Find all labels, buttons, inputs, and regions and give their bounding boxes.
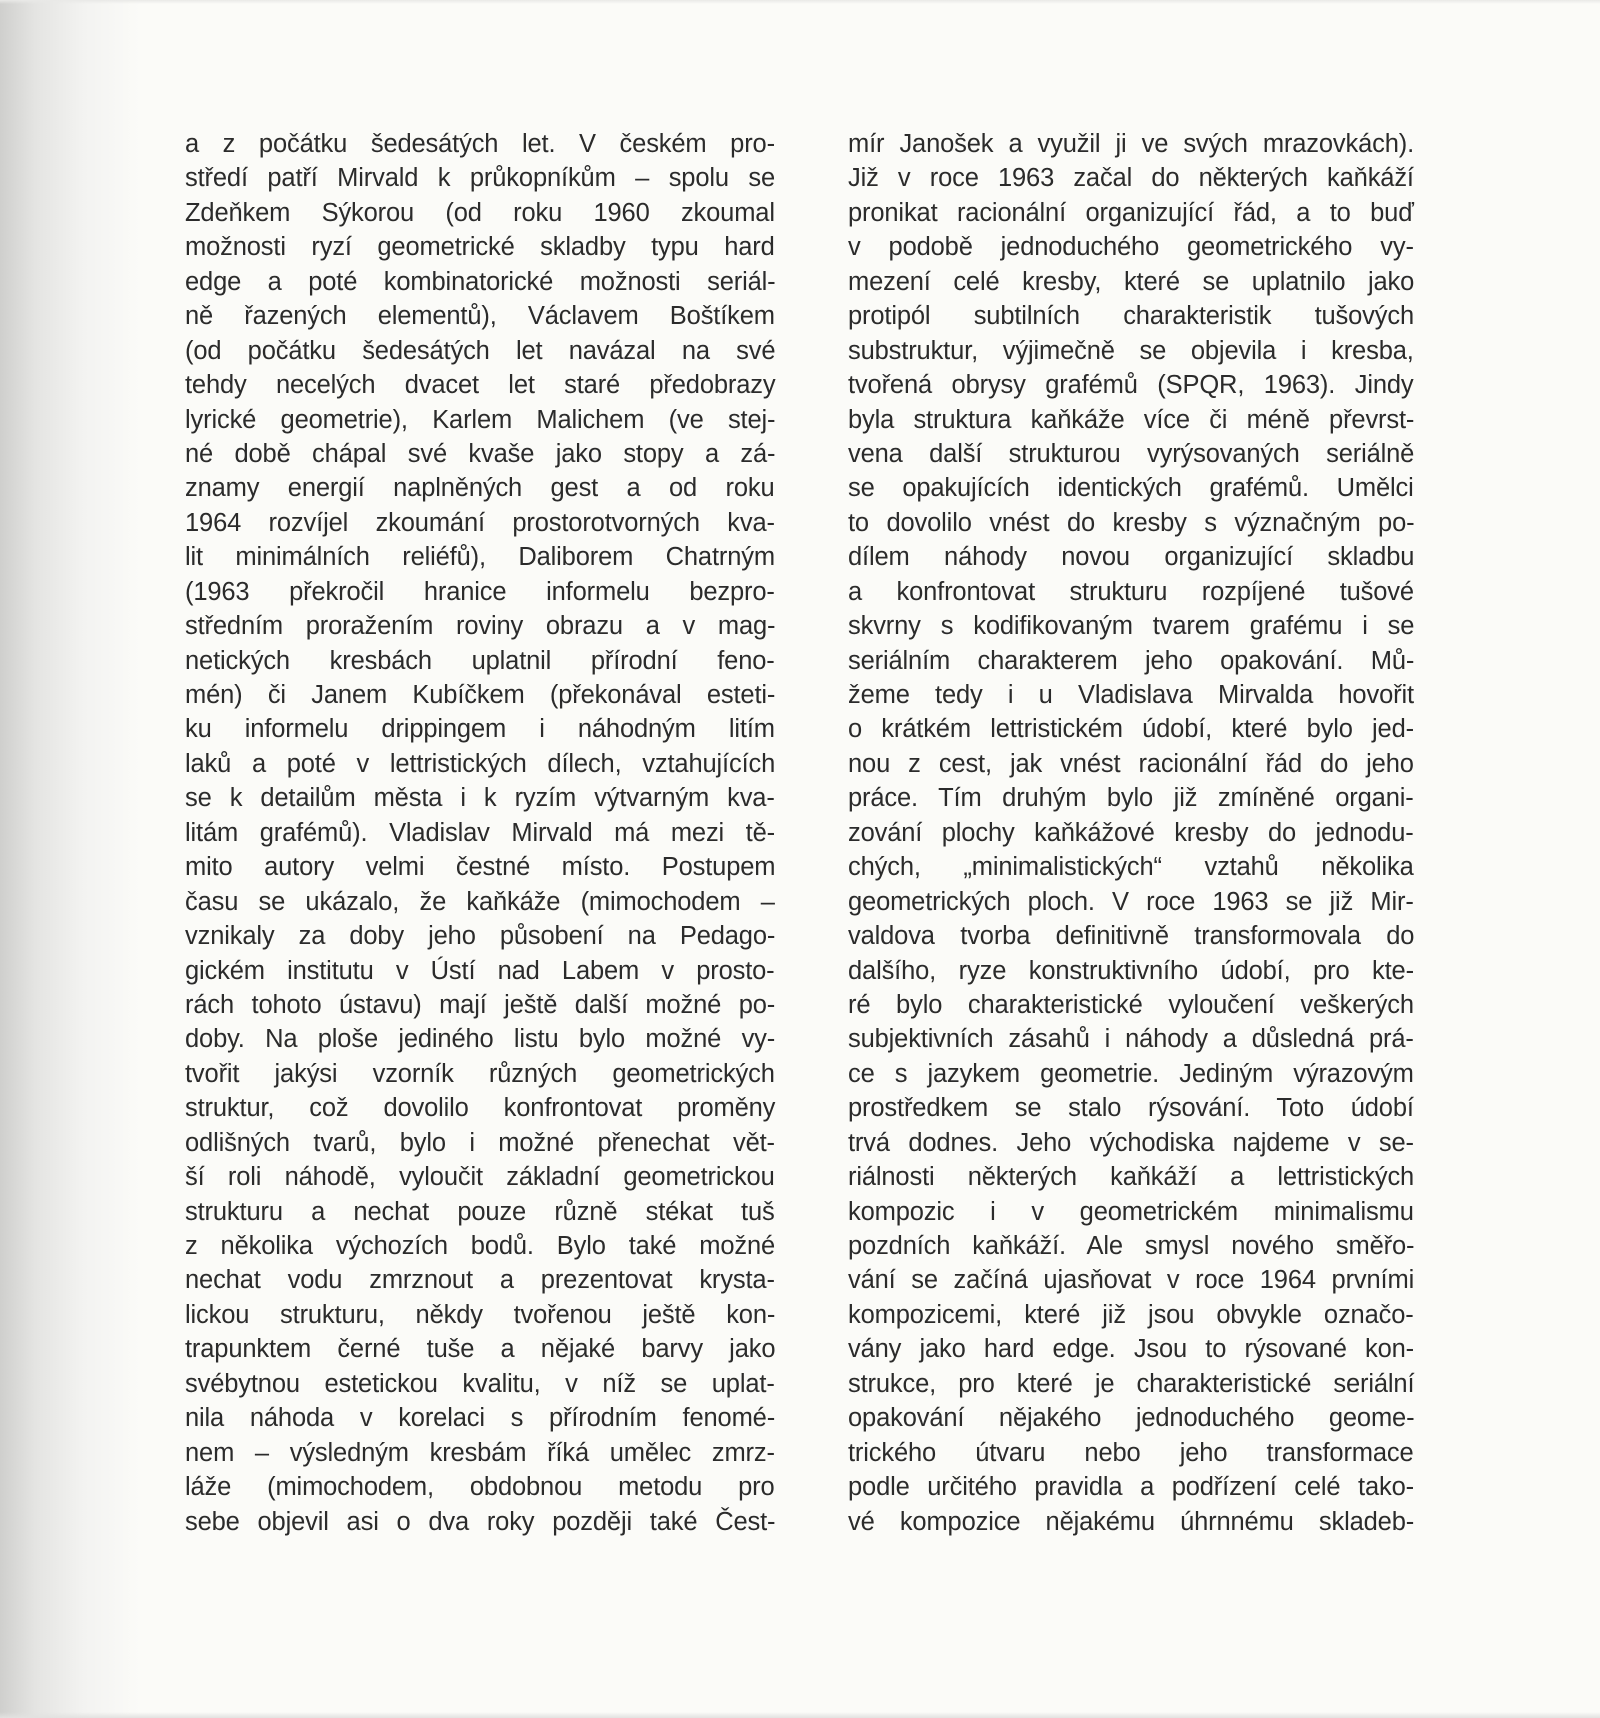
text-line: žeme tedy i u Vladislava Mirvalda hovořit bbox=[848, 681, 1414, 709]
text-line: pronikat racionální organizující řád, a to buď bbox=[848, 198, 1414, 227]
text-line: a z počátku šedesátých let. V českém pro- bbox=[185, 130, 775, 158]
text-line: rách tohoto ústavu) mají ještě další možné po- bbox=[185, 990, 776, 1019]
text-line: opakování nějakého jednoduchého geome- bbox=[848, 1404, 1415, 1433]
text-line: o krátkém lettristickém údobí, které bylo jed- bbox=[848, 715, 1414, 744]
text-line: mén) či Janem Kubíčkem (překonával esteti- bbox=[185, 681, 776, 709]
text-line: vznikaly za doby jeho působení na Pedago- bbox=[185, 922, 776, 951]
text-line: geometrických ploch. V roce 1963 se již Mir- bbox=[848, 887, 1414, 916]
text-line: sebe objevil asi o dva roky později také Čest- bbox=[185, 1507, 776, 1536]
text-line: Již v roce 1963 začal do některých kaňkáží bbox=[848, 164, 1414, 193]
text-line: gickém institutu v Ústí nad Labem v prosto- bbox=[185, 956, 775, 985]
text-line: (od počátku šedesátých let navázal na své bbox=[185, 336, 776, 365]
text-line: trického útvaru nebo jeho transformace bbox=[848, 1438, 1414, 1467]
text-line: strukturu a nechat pouze různě stékat tuš bbox=[185, 1197, 775, 1226]
text-line: Zdeňkem Sýkorou (od roku 1960 zkoumal bbox=[185, 198, 775, 227]
page-bottom-edge bbox=[0, 1712, 1600, 1718]
text-line: nila náhoda v korelaci s přírodním fenomé- bbox=[185, 1404, 776, 1433]
text-line: tvořená obrysy grafémů (SPQR, 1963). Jindy bbox=[848, 371, 1414, 400]
text-line: edge a poté kombinatorické možnosti seriál- bbox=[185, 267, 776, 296]
text-line: laků a poté v lettristických dílech, vztahujících bbox=[185, 749, 776, 778]
text-line: pozdních kaňkáží. Ale smysl nového směřo- bbox=[848, 1232, 1415, 1260]
text-line: né době chápal své kvaše jako stopy a zá- bbox=[185, 439, 776, 468]
text-line: kompozicemi, které již jsou obvykle označo- bbox=[848, 1300, 1414, 1329]
text-line: litám grafémů). Vladislav Mirvald má mezi tě- bbox=[185, 818, 775, 847]
text-line: ší roli náhodě, vyloučit základní geometrickou bbox=[185, 1163, 775, 1192]
text-line: chých, „minimalistických“ vztahů několika bbox=[848, 853, 1414, 882]
text-line: se opakujících identických grafémů. Umělci bbox=[848, 474, 1414, 503]
text-line: (1963 překročil hranice informelu bezpro- bbox=[185, 577, 775, 606]
text-line: možnosti ryzí geometrické skladby typu hard bbox=[185, 233, 775, 262]
binding-gutter-shadow bbox=[0, 0, 140, 1718]
text-line: nem – výsledným kresbám říká umělec zmrz- bbox=[185, 1438, 775, 1467]
text-line: netických kresbách uplatnil přírodní feno- bbox=[185, 646, 775, 675]
text-line: valdova tvorba definitivně transformovala do bbox=[848, 922, 1415, 951]
text-line: znamy energií naplněných gest a od roku bbox=[185, 474, 775, 503]
text-column-right bbox=[848, 127, 1414, 1539]
text-line: a konfrontovat strukturu rozpíjené tušové bbox=[848, 577, 1414, 606]
text-line: kompozic i v geometrickém minimalismu bbox=[848, 1197, 1414, 1226]
text-line: dalšího, ryze konstruktivního údobí, pro kte- bbox=[848, 956, 1414, 985]
text-line: lickou strukturu, někdy tvořenou ještě kon- bbox=[185, 1300, 776, 1329]
text-line: riálnosti některých kaňkáží a lettristických bbox=[848, 1163, 1415, 1192]
text-line: strukce, pro které je charakteristické seriální bbox=[848, 1369, 1415, 1398]
text-line: struktur, což dovolilo konfrontovat proměny bbox=[185, 1094, 776, 1123]
text-line: v podobě jednoduchého geometrického vy- bbox=[848, 233, 1414, 262]
page-top-edge bbox=[0, 0, 1600, 4]
text-line: skvrny s kodifikovaným tvarem grafému i se bbox=[848, 612, 1415, 641]
text-line: nechat vodu zmrznout a prezentovat krysta- bbox=[185, 1266, 775, 1295]
text-line: ku informelu drippingem i náhodným litím bbox=[185, 715, 775, 744]
text-line: byla struktura kaňkáže více či méně převrst- bbox=[848, 405, 1415, 434]
text-line: lyrické geometrie), Karlem Malichem (ve stej- bbox=[185, 405, 776, 434]
text-line: ně řazených elementů), Václavem Boštíkem bbox=[185, 302, 775, 331]
text-line: vé kompozice nějakému úhrnnému skladeb- bbox=[848, 1507, 1415, 1536]
text-line: 1964 rozvíjel zkoumání prostorotvorných kva- bbox=[185, 508, 775, 537]
text-line: vány jako hard edge. Jsou to rýsované kon- bbox=[848, 1335, 1414, 1364]
text-line: středním proražením roviny obrazu a v mag- bbox=[185, 612, 776, 641]
text-line: odlišných tvarů, bylo i možné přenechat vět- bbox=[185, 1128, 775, 1157]
text-line: láže (mimochodem, obdobnou metodu pro bbox=[185, 1473, 775, 1502]
text-line: práce. Tím druhým bylo již zmíněné organi- bbox=[848, 784, 1414, 813]
text-column-left bbox=[185, 127, 775, 1539]
text-line: substruktur, výjimečně se objevila i kresba, bbox=[848, 336, 1414, 365]
text-line: nou z cest, jak vnést racionální řád do jeho bbox=[848, 749, 1414, 778]
text-line: mezení celé kresby, které se uplatnilo jako bbox=[848, 267, 1415, 296]
text-line: se k detailům města i k ryzím výtvarným kva- bbox=[185, 784, 775, 813]
text-line: subjektivních zásahů i náhody a důsledná prá- bbox=[848, 1025, 1414, 1054]
text-line: trvá dodnes. Jeho východiska najdeme v se- bbox=[848, 1128, 1414, 1157]
text-line: tvořit jakýsi vzorník různých geometrických bbox=[185, 1059, 775, 1088]
text-line: dílem náhody novou organizující skladbu bbox=[848, 543, 1415, 572]
text-line: doby. Na ploše jediného listu bylo možné vy- bbox=[185, 1025, 776, 1054]
text-line: seriálním charakterem jeho opakování. Mů- bbox=[848, 646, 1415, 675]
text-line: protipól subtilních charakteristik tušových bbox=[848, 302, 1415, 331]
text-line: z několika výchozích bodů. Bylo také možné bbox=[185, 1232, 776, 1260]
text-line: mír Janošek a využil ji ve svých mrazovkách). bbox=[848, 130, 1415, 158]
text-line: svébytnou estetickou kvalitu, v níž se uplat- bbox=[185, 1369, 775, 1398]
text-line: vání se začíná ujasňovat v roce 1964 prvními bbox=[848, 1266, 1415, 1295]
text-line: tehdy necelých dvacet let staré předobrazy bbox=[185, 371, 776, 400]
text-line: ré bylo charakteristické vyloučení veškerých bbox=[848, 990, 1414, 1019]
text-line: lit minimálních reliéfů), Daliborem Chatrným bbox=[185, 543, 775, 572]
text-line: zování plochy kaňkážové kresby do jednodu- bbox=[848, 818, 1414, 847]
text-line: vena další strukturou vyrýsovaných seriálně bbox=[848, 439, 1415, 468]
text-line: to dovolilo vnést do kresby s význačným po- bbox=[848, 508, 1415, 537]
text-line: ce s jazykem geometrie. Jediným výrazovým bbox=[848, 1059, 1414, 1088]
text-line: času se ukázalo, že kaňkáže (mimochodem – bbox=[185, 887, 775, 916]
text-line: trapunktem černé tuše a nějaké barvy jako bbox=[185, 1335, 776, 1364]
text-line: mito autory velmi čestné místo. Postupem bbox=[185, 853, 776, 882]
text-line: podle určitého pravidla a podřízení celé tako- bbox=[848, 1473, 1414, 1502]
text-line: prostředkem se stalo rýsování. Toto údobí bbox=[848, 1094, 1414, 1123]
text-line: středí patří Mirvald k průkopníkům – spolu se bbox=[185, 164, 776, 193]
